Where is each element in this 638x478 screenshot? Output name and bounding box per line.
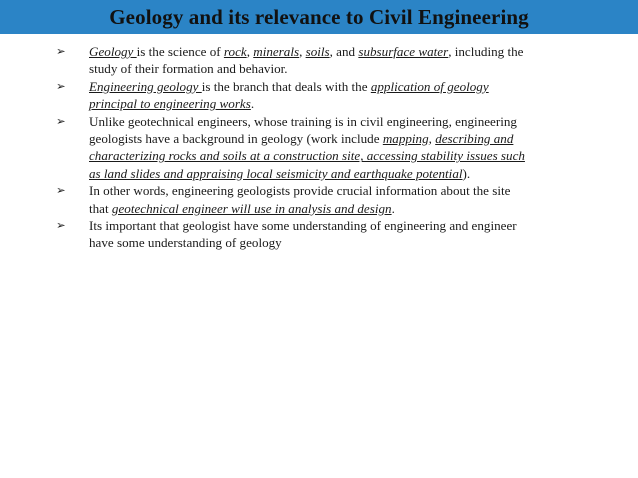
emphasized-term: soils bbox=[305, 44, 330, 59]
emphasized-term: describing and characterizing rocks and soils at a construction site, accessing stability issues such as land slides and appraising local seismicity and earthquake potential bbox=[89, 131, 525, 181]
bullet-arrow-icon: ➢ bbox=[56, 183, 66, 198]
bullet-text: In other words, engineering geologists provide crucial information about the site that bbox=[89, 183, 511, 216]
emphasized-term: minerals bbox=[253, 44, 300, 59]
bullet-arrow-icon: ➢ bbox=[56, 113, 66, 128]
bullet-text: , and bbox=[329, 44, 359, 59]
emphasized-term: Geology bbox=[89, 44, 137, 59]
bullet-arrow-icon: ➢ bbox=[56, 218, 66, 233]
emphasized-term: rock bbox=[223, 44, 247, 59]
bullet-arrow-icon: ➢ bbox=[56, 78, 66, 93]
bullet-item bbox=[56, 78, 526, 113]
bullet-text: . bbox=[250, 96, 255, 112]
bullet-list bbox=[56, 43, 526, 252]
bullet-item bbox=[56, 113, 526, 183]
bullet-item bbox=[56, 43, 526, 78]
emphasized-term: Engineering geology bbox=[89, 78, 202, 94]
bullet-text: Its important that geologist have some understanding of engineering and engineer have some understanding of geology bbox=[89, 218, 517, 251]
bullet-text: . bbox=[391, 200, 395, 216]
slide-title: Geology and its relevance to Civil Engineering bbox=[109, 4, 529, 29]
emphasized-term: geotechnical engineer will use in analysis and design bbox=[111, 200, 392, 216]
emphasized-term: application of geology principal to engineering works bbox=[89, 78, 489, 112]
bullet-text: Unlike geotechnical engineers, whose training is in civil engineering, engineering geologists have a background in geology (work include bbox=[89, 113, 517, 147]
bullet-arrow-icon: ➢ bbox=[56, 44, 66, 58]
bullet-text: , bbox=[428, 131, 436, 147]
bullet-item bbox=[56, 182, 526, 217]
emphasized-term: mapping bbox=[382, 131, 429, 147]
bullet-item bbox=[56, 217, 526, 252]
emphasized-term: subsurface water bbox=[358, 44, 449, 59]
bullet-text: ). bbox=[462, 165, 471, 181]
title-bar bbox=[0, 0, 638, 34]
bullet-text: , including the study of their formation and behavior. bbox=[89, 44, 524, 77]
bullet-text: , bbox=[246, 44, 254, 59]
bullet-text: is the science of bbox=[136, 44, 224, 59]
bullet-text: is the branch that deals with the bbox=[201, 78, 371, 94]
bullet-text: , bbox=[299, 44, 306, 59]
